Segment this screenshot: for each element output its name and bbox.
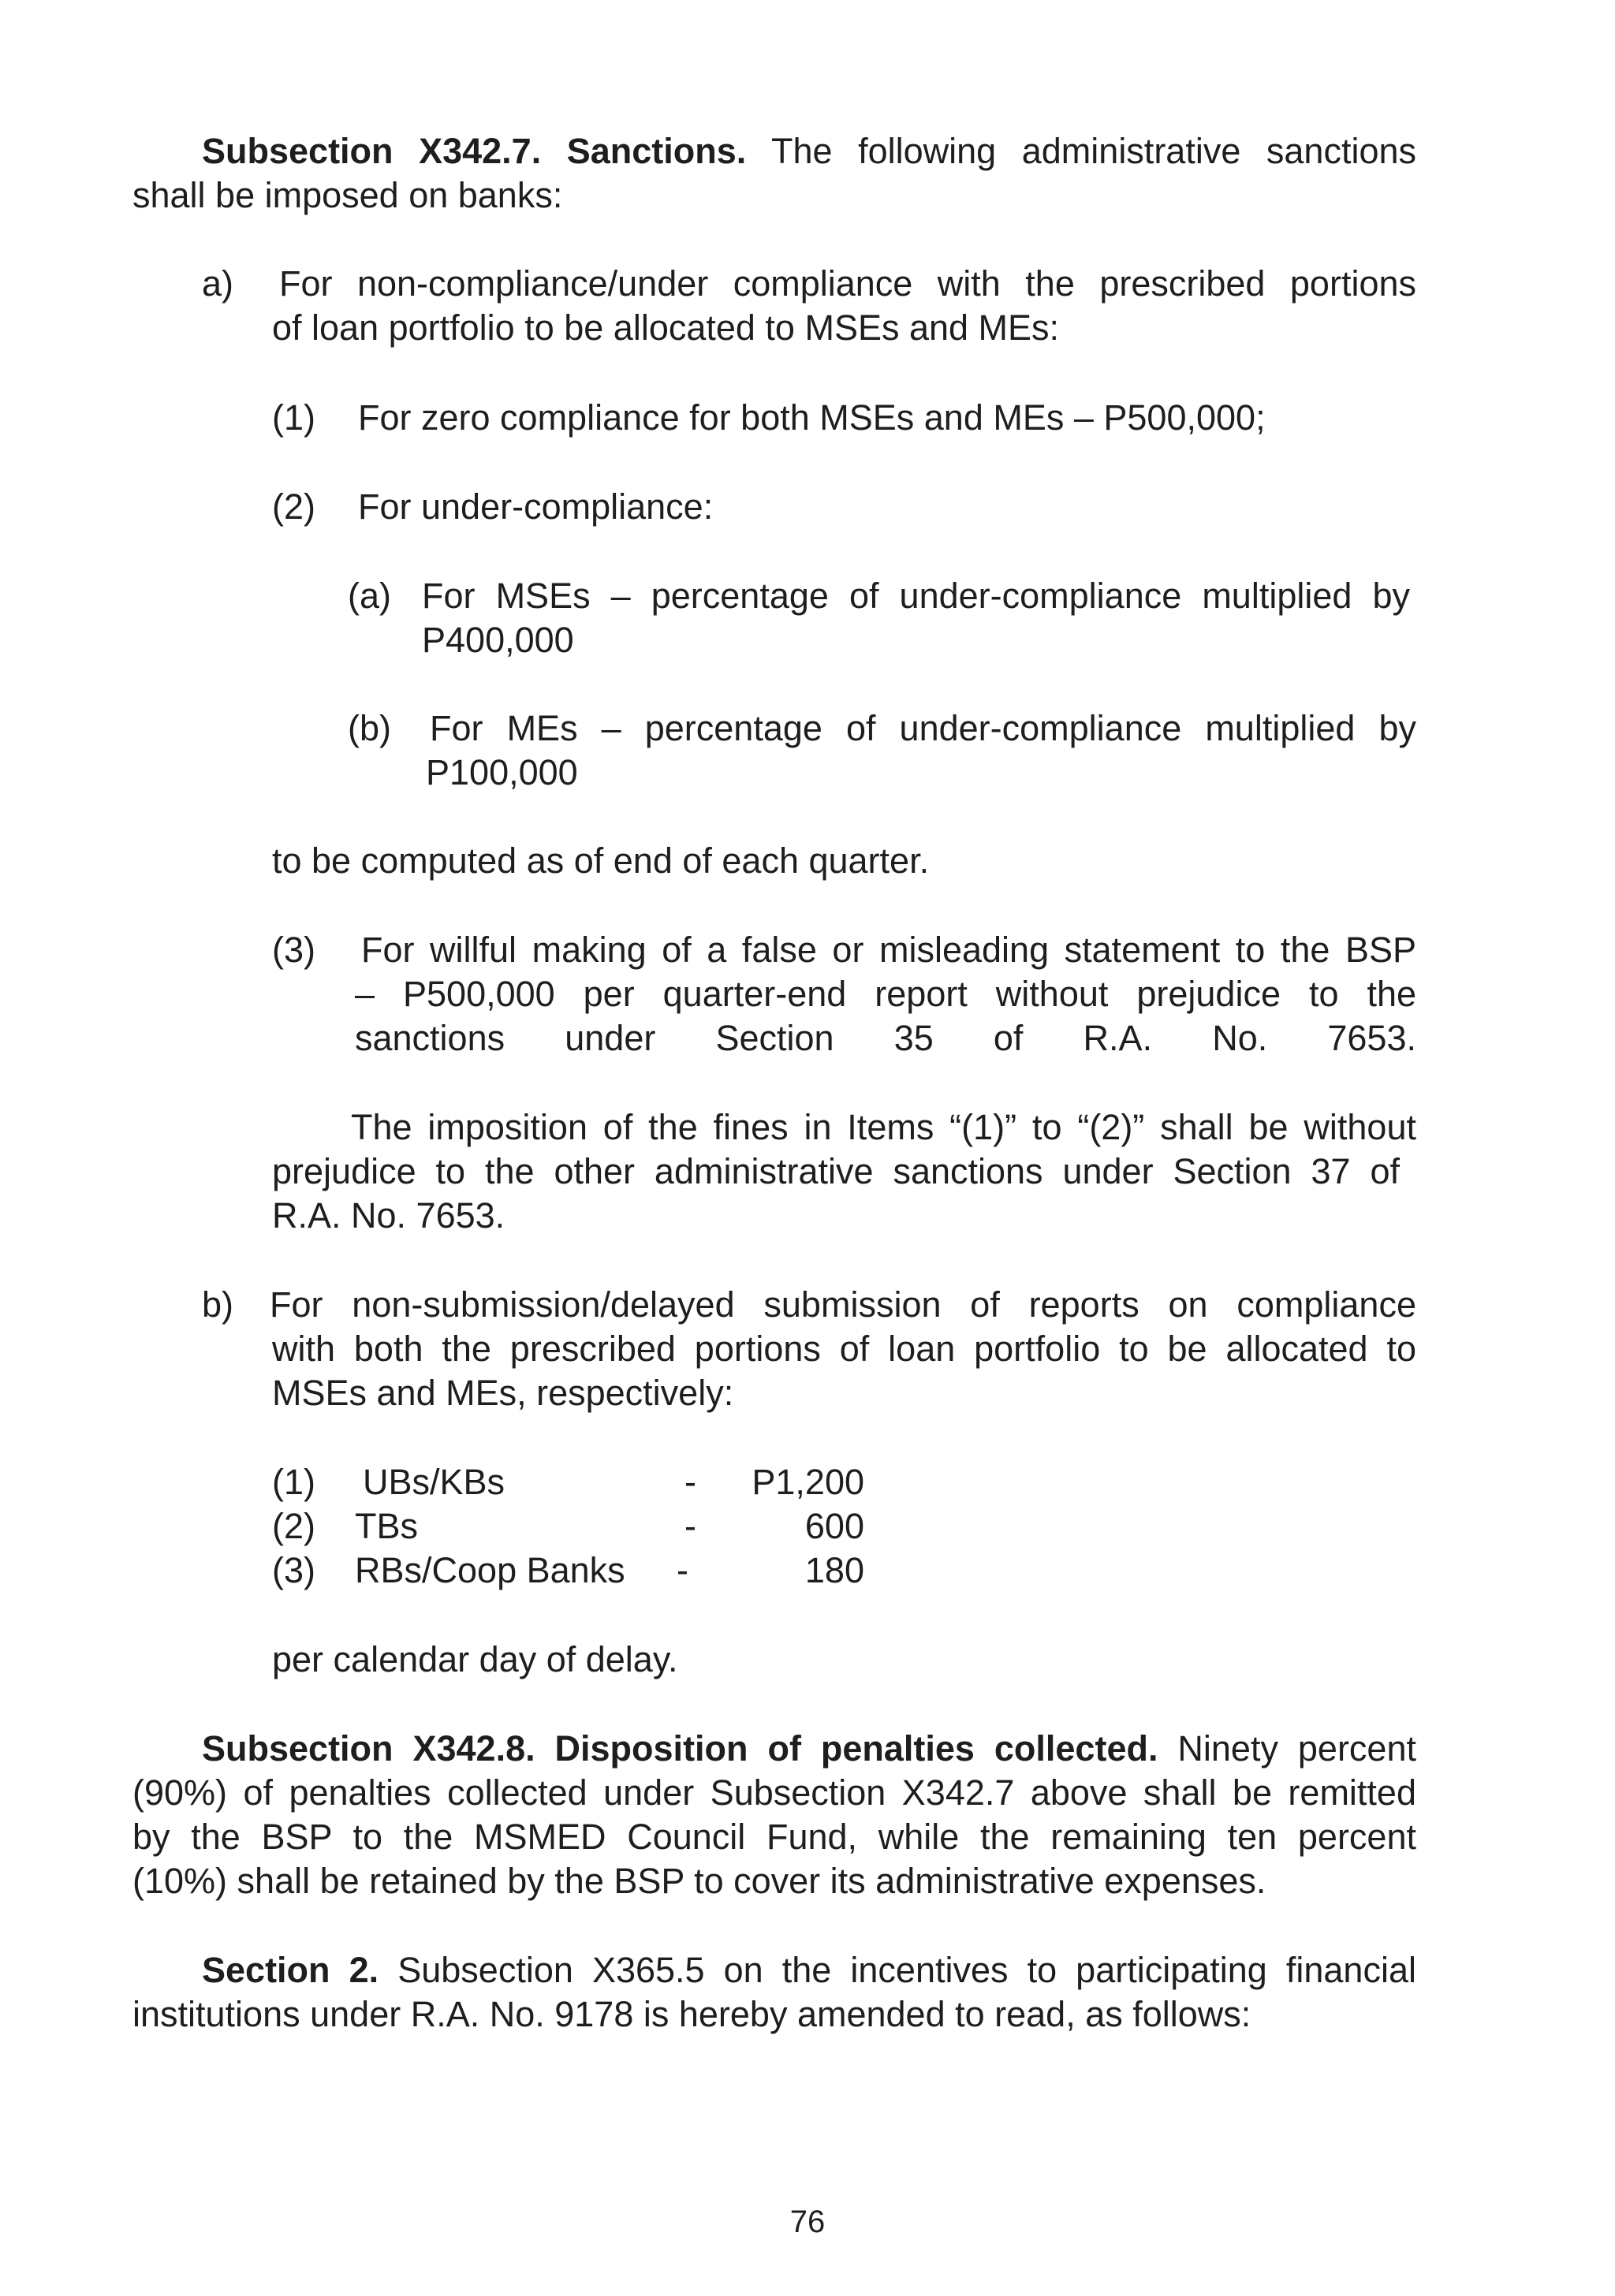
row-number: (3) (272, 1550, 315, 1590)
section-2-line-1-text: Subsection X365.5 on the incentives to participating financial (397, 1950, 1416, 1990)
item-b-line-1: For non-submission/delayed submission of reports on compliance (270, 1284, 1416, 1325)
item-a2a-marker: (a) (348, 576, 391, 616)
item-a-line-2: of loan portfolio to be allocated to MSEs and MEs: (272, 308, 1060, 348)
subsection-8-heading: Subsection X342.8. Disposition of penalties collected. (202, 1728, 1158, 1769)
item-a3-line-3: sanctions under Section 35 of R.A. No. 7653. (355, 1018, 1416, 1058)
item-a-line-1: For non-compliance/under compliance with the prescribed portions (279, 263, 1416, 304)
item-a2b-line-2: P100,000 (426, 752, 578, 792)
section-2-line-1 (202, 1948, 1416, 1992)
item-b-line-3: MSEs and MEs, respectively: (272, 1373, 734, 1413)
item-a1-text: For zero compliance for both MSEs and MEs – P500,000; (358, 397, 1266, 438)
item-a2a-line-2: P400,000 (422, 620, 574, 660)
subsection-8-line-3: by the BSP to the MSMED Council Fund, while the remaining ten percent (132, 1817, 1416, 1857)
page-number: 76 (789, 2205, 826, 2239)
row-amount: 600 (804, 1506, 864, 1546)
row-amount: 180 (804, 1550, 864, 1590)
item-a2b-marker: (b) (348, 708, 391, 748)
imposition-line-2: prejudice to the other administrative sanctions under Section 37 of (272, 1151, 1400, 1191)
row-label: TBs (355, 1506, 419, 1546)
row-label: UBs/KBs (363, 1462, 505, 1502)
subsection-8-line-1 (202, 1727, 1416, 1771)
imposition-line-1: The imposition of the fines in Items “(1)” to “(2)” shall be without (351, 1107, 1416, 1147)
row-dash: - (684, 1506, 696, 1546)
computed-note: to be computed as of end of each quarter. (272, 840, 930, 881)
imposition-line-3: R.A. No. 7653. (272, 1195, 505, 1236)
row-label: RBs/Coop Banks (355, 1550, 625, 1590)
item-a2b-line-1: For MEs – percentage of under-compliance multiplied by (430, 708, 1416, 748)
per-day-note: per calendar day of delay. (272, 1639, 678, 1679)
item-b-line-2: with both the prescribed portions of loan portfolio to be allocated to (272, 1329, 1416, 1369)
subsection-7-heading: Subsection X342.7. Sanctions. (202, 131, 747, 171)
subsection-8-line-1-text: Ninety percent (1177, 1728, 1416, 1769)
item-a3-line-1: For willful making of a false or misleading statement to the BSP (361, 930, 1416, 970)
item-b-marker: b) (202, 1284, 234, 1325)
section-2-heading: Section 2. (202, 1950, 379, 1990)
subsection-8-line-4: (10%) shall be retained by the BSP to cover its administrative expenses. (132, 1861, 1266, 1901)
row-dash: - (684, 1462, 696, 1502)
item-a2-text: For under-compliance: (358, 486, 714, 527)
subsection-8-line-2: (90%) of penalties collected under Subsection X342.7 above shall be remitted (132, 1772, 1416, 1813)
subsection-7-intro-line-1 (202, 129, 1416, 173)
item-a2-marker: (2) (272, 486, 315, 527)
item-a1-marker: (1) (272, 397, 315, 438)
subsection-7-intro-line-2: shall be imposed on banks: (132, 175, 563, 215)
subsection-7-intro-text: The following administrative sanctions (771, 131, 1416, 171)
row-number: (2) (272, 1506, 315, 1546)
item-a3-marker: (3) (272, 930, 315, 970)
row-amount: P1,200 (752, 1462, 864, 1502)
row-number: (1) (272, 1462, 315, 1502)
item-a-marker: a) (202, 263, 234, 304)
item-a3-line-2: – P500,000 per quarter-end report without prejudice to the (355, 974, 1416, 1014)
section-2-line-2: institutions under R.A. No. 9178 is hereby amended to read, as follows: (132, 1994, 1251, 2034)
item-a2a-line-1: For MSEs – percentage of under-compliance multiplied by (422, 576, 1410, 616)
row-dash: - (677, 1550, 688, 1590)
